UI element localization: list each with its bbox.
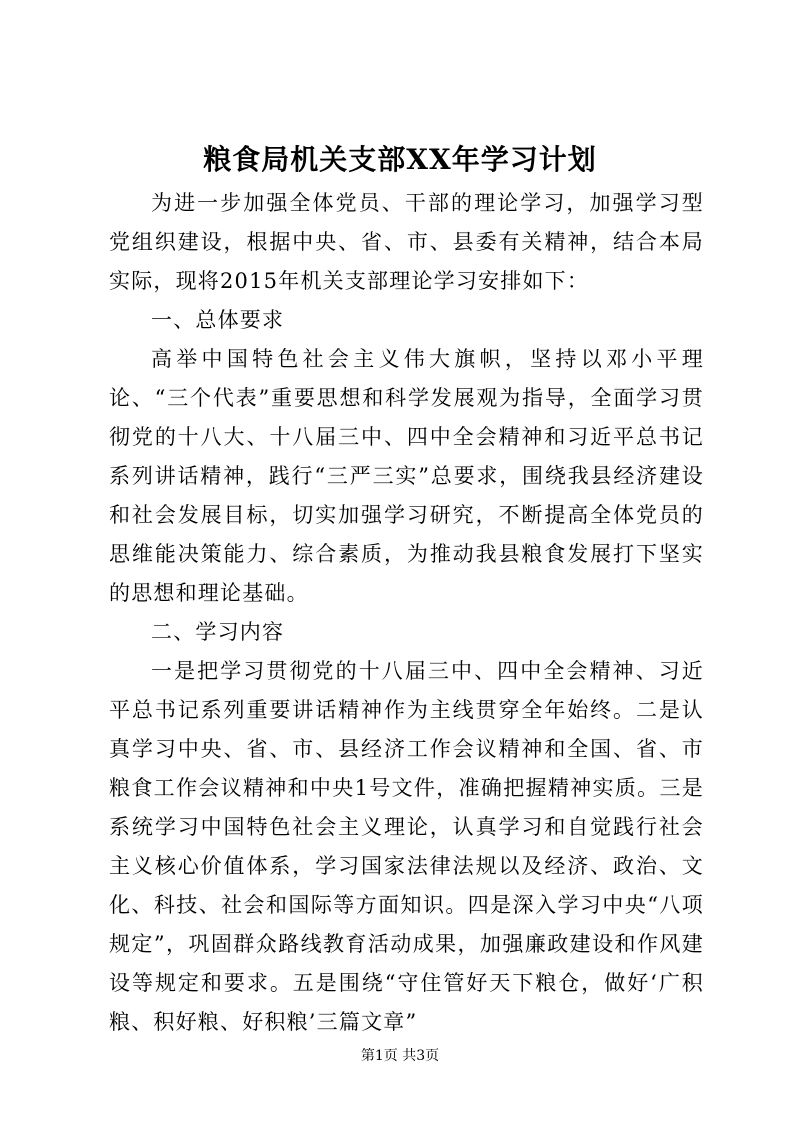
study-content-paragraph: 一是把学习贯彻党的十八届三中、四中全会精神、习近平总书记系列重要讲话精神作为主线贯穿全年始终。二是认真学习中央、省、市、县经济工作会议精神和全国、省、市粮食工作会议精神和中央1号文件，准确把握精神实质。三是系统学习中国特色社会主义理论，认真学习和自觉践行社会主义核心价值体系，学习国家法律法规以及经济、政治、文化、科技、社会和国际等方面知识。四是深入学习中央“八项规定”，巩固群众路线教育活动成果，加强廉政建设和作风建设等规定和要求。五是围绕“守住管好天下粮仓，做好‘广积粮、积好粮、好积粮’三篇文章”: [109, 659, 704, 1034]
general-requirements-paragraph: 高举中国特色社会主义伟大旗帜，坚持以邓小平理论、“三个代表”重要思想和科学发展观为指导，全面学习贯彻党的十八大、十八届三中、四中全会精神和习近平总书记系列讲话精神，践行“三严三实”总要求，围绕我县经济建设和社会发展目标，切实加强学习研究，不断提高全体党员的思维能决策能力、综合素质，为推动我县粮食发展打下坚实的思想和理论基础。: [109, 347, 704, 605]
document-body: [109, 184, 704, 1042]
page-number-footer: 第1页 共3页: [360, 1048, 440, 1064]
section-heading-study-content: 二、学习内容: [151, 620, 285, 644]
section-heading-general-requirements: 一、总体要求: [151, 308, 285, 332]
intro-paragraph: 为进一步加强全体党员、干部的理论学习，加强学习型党组织建设，根据中央、省、市、县委有关精神，结合本局实际，现将2015年机关支部理论学习安排如下：: [109, 191, 704, 293]
document-title: 粮食局机关支部XX年学习计划: [203, 143, 597, 176]
